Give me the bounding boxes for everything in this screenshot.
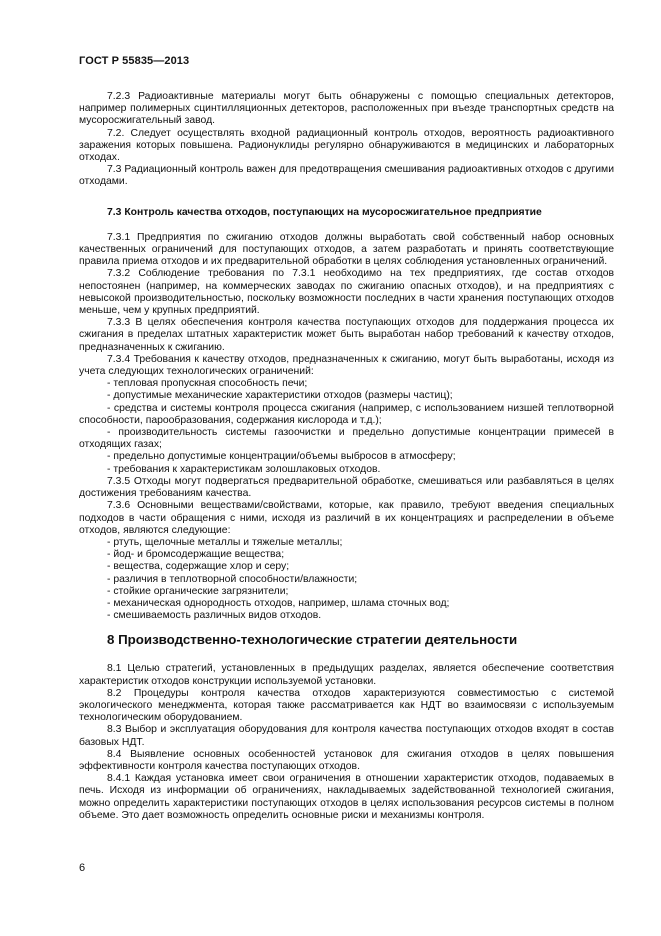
list-item: - стойкие органические загрязнители; bbox=[107, 585, 289, 597]
paragraph: 8.1 Целью стратегий, установленных в предыдущих разделах, является обеспечение соответствия характеристик отходов конструкции используемой установки. bbox=[79, 663, 614, 687]
paragraph: 7.3 Радиационный контроль важен для предотвращения смешивания радиоактивных отходов с другими отходами. bbox=[79, 164, 614, 188]
paragraph: 8.3 Выбор и эксплуатация оборудования для контроля качества поступающих отходов входят в состав базовых НДТ. bbox=[79, 724, 614, 748]
paragraph: 8.2 Процедуры контроля качества отходов характеризуются совместимостью с системой экологического менеджмента, которая также рассматривается как НДТ во взаимосвязи с используемым технологическим оборудованием. bbox=[79, 687, 614, 724]
document-body bbox=[79, 91, 614, 822]
section-heading-8: 8 Производственно-технологические стратегии деятельности bbox=[107, 632, 518, 648]
paragraph: 7.3.6 Основными веществами/свойствами, которые, как правило, требуют введения специальных подходов в части обращения с ними, исходя из различий в их концентрациях и распределении в объеме отходов, являются следующие: bbox=[79, 500, 614, 536]
paragraph: 7.3.4 Требования к качеству отходов, предназначенных к сжиганию, могут быть выработаны, исходя из учета следующих технологических ограничений: bbox=[79, 353, 614, 378]
paragraph: 8.4 Выявление основных особенностей установок для сжигания отходов в целях повышения эффективности контроля качества поступающих отходов. bbox=[79, 748, 614, 772]
list-item: - различия в теплотворной способности/влажности; bbox=[107, 573, 358, 585]
list-item: - вещества, содержащие хлор и серу; bbox=[107, 561, 290, 573]
list-item: - требования к характеристикам золошлаковых отходов. bbox=[107, 463, 381, 475]
list-item: - средства и системы контроля процесса сжигания (например, с использованием низшей теплотворной способности, парообразования, содержания кислорода и т.д.); bbox=[79, 402, 614, 426]
paragraph: 7.3.3 В целях обеспечения контроля качества поступающих отходов для поддержания процесса их сжигания в пределах штатных характеристик может быть выработан набор требований к качеству отходов, предназначенных к сжиганию. bbox=[79, 317, 614, 353]
paragraph: 8.4.1 Каждая установка имеет свои ограничения в отношении характеристик отходов, подаваемых в печь. Исходя из информации об ограничениях, накладываемых задействованной технологией сжигания, можно определить характеристики поступающих отходов в целях использования ресурсов системы в полном объеме. Это дает возможность определить основные риски и механизмы контроля. bbox=[79, 773, 614, 821]
paragraph: 7.3.2 Соблюдение требования по 7.3.1 необходимо на тех предприятиях, где состав отходов непостоянен (например, на коммерческих заводах по сжиганию опасных отходов), и на предприятиях с невысокой производительностью, поскольку возможности последних в части хранения поступающих отходов меньше, чем у крупных предприятий. bbox=[79, 268, 614, 317]
section-heading-7-3: 7.3 Контроль качества отходов, поступающих на мусоросжигательное предприятие bbox=[107, 206, 542, 218]
paragraph: 7.3.5 Отходы могут подвергаться предварительной обработке, смешиваться или разбавляться в целях достижения требованиям качества. bbox=[79, 475, 614, 500]
page-number: 6 bbox=[79, 862, 86, 874]
list-item: - ртуть, щелочные металлы и тяжелые металлы; bbox=[107, 536, 343, 548]
paragraph: 7.2.3 Радиоактивные материалы могут быть обнаружены с помощью специальных детекторов, например полимерных сцинтилляционных детекторов, расположенных при въезде транспортных средств на мусоросжигательный завод. bbox=[79, 91, 614, 127]
list-item: - тепловая пропускная способность печи; bbox=[107, 378, 308, 390]
standard-header: ГОСТ Р 55835—2013 bbox=[79, 55, 190, 67]
list-item: - предельно допустимые концентрации/объемы выбросов в атмосферу; bbox=[107, 451, 456, 463]
list-item: - механическая однородность отходов, например, шлама сточных вод; bbox=[107, 597, 450, 609]
paragraph: 7.3.1 Предприятия по сжиганию отходов должны выработать свой собственный набор основных качественных ограничений для поступающих отходов, а затем разработать и принять соответствующие правила приема отходов и их предварительной обработки в целях соблюдения установленных ограничений. bbox=[79, 231, 614, 268]
list-item: - допустимые механические характеристики отходов (размеры частиц); bbox=[107, 390, 453, 402]
list-item: - смешиваемость различных видов отходов. bbox=[107, 610, 322, 622]
paragraph: 7.2. Следует осуществлять входной радиационный контроль отходов, вероятность радиоактивного заражения которых повышена. Радионуклиды регулярно обнаруживаются в медицинских и лабораторных отходах. bbox=[79, 127, 614, 164]
list-item: - производительность системы газоочистки и предельно допустимые концентрации примесей в отходящих газах; bbox=[79, 427, 614, 451]
list-item: - йод- и бромсодержащие вещества; bbox=[107, 549, 285, 561]
